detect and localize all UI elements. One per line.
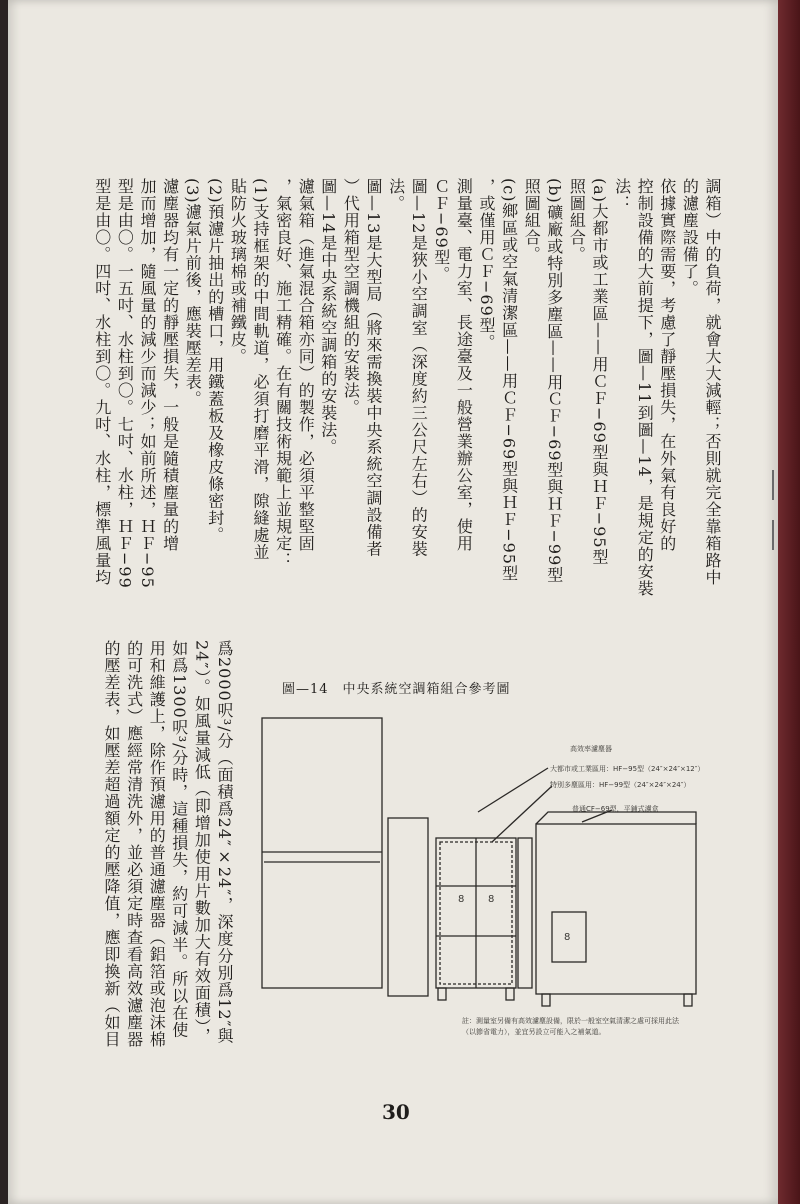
- text-column: 照圖組合。: [522, 178, 542, 263]
- text-column: 圖—13是大型局（將來需換裝中央系統空調設備者: [364, 178, 383, 558]
- text-column: (3)濾氣片前後，應裝壓差表。: [183, 178, 203, 408]
- label-city: 大都市或工業區用：HF−95型（24″×24″×12″）: [550, 765, 705, 773]
- text-column: 法：: [612, 178, 632, 212]
- text-column: 的可洗式）應經常清洗外，並必須定時查看高效濾塵器: [124, 640, 144, 1048]
- text-column: 圖—14是中央系統空調箱的安裝法。: [318, 178, 338, 456]
- page-edge-mark: [772, 520, 774, 550]
- text-column: ）代用箱型空調機組的安裝法。: [341, 178, 361, 416]
- page-edge-mark: [772, 470, 774, 500]
- figure-14: [252, 672, 705, 1064]
- text-column: 貼防火玻璃棉或補鐵皮。: [228, 178, 248, 365]
- unit-mark-2: 8: [488, 894, 495, 905]
- book-page: [8, 0, 778, 1204]
- text-column: ，或僅用ＣＦ−69型。: [477, 178, 496, 351]
- text-column: (b)礦廠或特別多塵區——用ＣＦ−69型與ＨＦ−99型: [544, 178, 564, 584]
- text-column: 照圖組合。: [567, 178, 587, 263]
- text-column: 型是由〇。四吋、水柱到〇。九吋、水柱，標準風量均: [92, 178, 112, 586]
- figure-title: 圖—14 中央系統空調箱組合參考圖: [282, 682, 511, 697]
- text-column: 調箱）中的負荷，就會大大減輕；否則就完全靠箱路中: [703, 178, 722, 586]
- text-column: ＣＦ−69型。: [431, 178, 451, 283]
- unit-mark-1: 8: [458, 894, 465, 905]
- unit-mark-3: 8: [564, 932, 571, 943]
- text-column: 濾氣箱（進氣混合箱亦同）的製作，必須平整堅固: [296, 178, 316, 552]
- text-column: (a)大都市或工業區——用ＣＦ−69型與ＨＦ−95型: [590, 178, 609, 566]
- text-column: 爲2000呎³/分（面積爲24″×24″，深度分別爲12″與: [215, 640, 234, 1045]
- label-prefilter: 普通CF−69型，平鋪式濾盒: [572, 805, 659, 813]
- hvac-diagram: [252, 672, 705, 1064]
- text-column: 濾塵器均有一定的靜壓損失，一般是隨積塵量的增: [160, 178, 180, 552]
- figure-note: 註：測量室另備有高效濾塵設備，限於一般室空氣清潔之處可採用此法（以節省電力），並宜另設立可能入之補氣道。: [462, 1017, 679, 1036]
- text-column: (1)支持框架的中間軌道，必須打磨平滑，隙縫處並: [251, 178, 270, 561]
- text-column: 依據實際需要，考慮了靜壓損失，在外氣有良好的: [657, 178, 677, 552]
- text-column: 的濾塵設備了。: [680, 178, 700, 297]
- text-column: 法。: [386, 178, 406, 212]
- text-column: 如爲1300呎³/分時，這種損失，約可減半。所以在使: [169, 640, 189, 1039]
- text-column: ，氣密良好、施工精確。在有關技術規範上並規定：: [273, 178, 293, 569]
- page-number: 30: [382, 1100, 410, 1124]
- text-column: 圖—12是狹小空調室（深度約三公尺左右）的安裝: [409, 178, 429, 558]
- text-column: 控制設備的大前提下，圖—11到圖—14，是規定的安裝: [635, 178, 655, 597]
- text-column: (c)鄉區或空氣清潔區——用ＣＦ−69型與ＨＦ−95型: [499, 178, 519, 582]
- text-column: 的壓差表，如壓差超過額定的壓降值，應即換新（如目: [102, 640, 121, 1048]
- text-column: 測量臺、電力室、長途臺及一般營業辦公室，使用: [454, 178, 474, 552]
- text-column: 型是由〇。一五吋、水柱到〇。七吋、水柱，ＨＦ−99: [115, 178, 135, 589]
- text-column: 用和維護上，除作預濾用的普通濾塵器（鋁箔或泡沫棉: [147, 640, 167, 1048]
- text-column: 24″）。如風量減低（即增加使用片數加大有效面積），: [192, 640, 212, 1045]
- text-column: 加而增加，隨風量的減少而減少；如前所述，ＨＦ−95: [138, 178, 157, 589]
- label-mine: 特別多塵區用：HF−99型（24″×24″×24″）: [550, 781, 691, 789]
- text-column: (2)預濾片抽出的槽口，用鐵蓋板及橡皮條密封。: [205, 178, 225, 544]
- label-high-eff: 高效率濾塵器: [570, 745, 612, 753]
